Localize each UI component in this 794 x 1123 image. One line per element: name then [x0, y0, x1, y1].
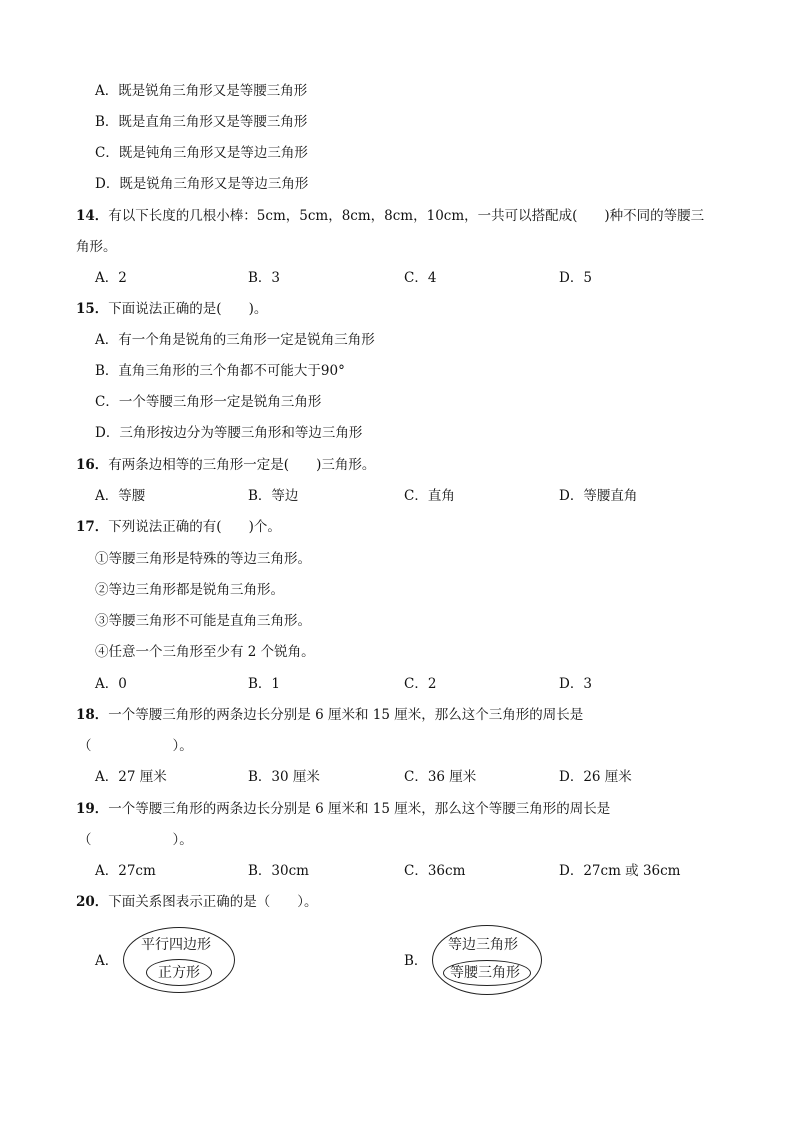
q15-question	[76, 299, 267, 319]
q15-option-a: A．有一个角是锐角的三角形一定是锐角三角形	[95, 332, 375, 348]
q19-number: 19．	[76, 801, 109, 817]
q13-option-c: C．既是钝角三角形又是等边三角形	[95, 145, 308, 161]
q20-b-outer-label: 等边三角形	[448, 937, 518, 953]
q19-option-d: D．27cm 或 36cm	[559, 863, 681, 879]
q19-text: 一个等腰三角形的两条边长分别是 6 厘米和 15 厘米，那么这个等腰三角形的周长是	[108, 801, 611, 817]
q18-option-d: D．26 厘米	[559, 769, 632, 785]
q15-number: 15．	[76, 301, 109, 317]
q18-text: 一个等腰三角形的两条边长分别是 6 厘米和 15 厘米，那么这个三角形的周长是	[108, 707, 584, 723]
q17-text: 下列说法正确的有( )个。	[108, 519, 281, 535]
q20-option-a-label: A．	[95, 953, 119, 969]
q13-option-d: D．既是锐角三角形又是等边三角形	[95, 176, 309, 192]
q18-option-a: A．27 厘米	[95, 769, 167, 785]
q19-answer-blank: （ ）。	[78, 832, 193, 848]
q18-question	[76, 705, 583, 725]
q20-question	[76, 892, 318, 912]
q20-option-b-label: B．	[404, 953, 428, 969]
q14-option-c: C．4	[404, 270, 437, 286]
q16-text: 有两条边相等的三角形一定是( )三角形。	[108, 457, 376, 473]
q20-text: 下面关系图表示正确的是（ ）。	[108, 894, 318, 910]
q14-text: 有以下长度的几根小棒：5cm，5cm，8cm，8cm，10cm，一共可以搭配成( )种不同的等腰三	[108, 208, 705, 224]
q16-question	[76, 455, 375, 475]
q20-b-inner-label: 等腰三角形	[450, 965, 520, 981]
q13-option-a: A．既是锐角三角形又是等腰三角形	[95, 83, 308, 99]
q17-option-a: A．0	[95, 676, 127, 692]
q18-number: 18．	[76, 707, 109, 723]
q17-option-b: B．1	[248, 676, 281, 692]
q20-number: 20．	[76, 894, 109, 910]
q13-option-b: B．既是直角三角形又是等腰三角形	[95, 114, 308, 130]
q14-option-a: A．2	[95, 270, 127, 286]
q17-statement-3: ③等腰三角形不可能是直角三角形。	[95, 613, 311, 629]
q17-number: 17．	[76, 519, 109, 535]
q19-question	[76, 799, 610, 819]
q15-text: 下面说法正确的是( )。	[108, 301, 268, 317]
q17-statement-1: ①等腰三角形是特殊的等边三角形。	[95, 551, 311, 567]
q17-option-c: C．2	[404, 676, 437, 692]
q16-option-a: A．等腰	[95, 488, 146, 504]
q20-a-outer-label: 平行四边形	[141, 937, 211, 953]
q14-text-cont: 角形。	[76, 239, 117, 255]
q18-option-b: B．30 厘米	[248, 769, 320, 785]
q14-option-b: B．3	[248, 270, 281, 286]
q18-option-c: C．36 厘米	[404, 769, 477, 785]
q17-statement-4: ④任意一个三角形至少有 2 个锐角。	[95, 644, 315, 660]
q17-statement-2: ②等边三角形都是锐角三角形。	[95, 582, 284, 598]
q16-option-c: C．直角	[404, 488, 455, 504]
q16-number: 16．	[76, 457, 109, 473]
q17-option-d: D．3	[559, 676, 592, 692]
q15-option-d: D．三角形按边分为等腰三角形和等边三角形	[95, 425, 363, 441]
q14-option-d: D．5	[559, 270, 592, 286]
q18-answer-blank: （ ）。	[78, 738, 193, 754]
q15-option-c: C．一个等腰三角形一定是锐角三角形	[95, 394, 322, 410]
q19-option-a: A．27cm	[95, 863, 156, 879]
q16-option-d: D．等腰直角	[559, 488, 638, 504]
q19-option-b: B．30cm	[248, 863, 309, 879]
q14-question	[76, 206, 704, 226]
q19-option-c: C．36cm	[404, 863, 466, 879]
q15-option-b: B．直角三角形的三个角都不可能大于90°	[95, 363, 345, 379]
q14-number: 14．	[76, 208, 109, 224]
q20-a-inner-label: 正方形	[158, 965, 200, 981]
q17-question	[76, 517, 281, 537]
q16-option-b: B．等边	[248, 488, 299, 504]
